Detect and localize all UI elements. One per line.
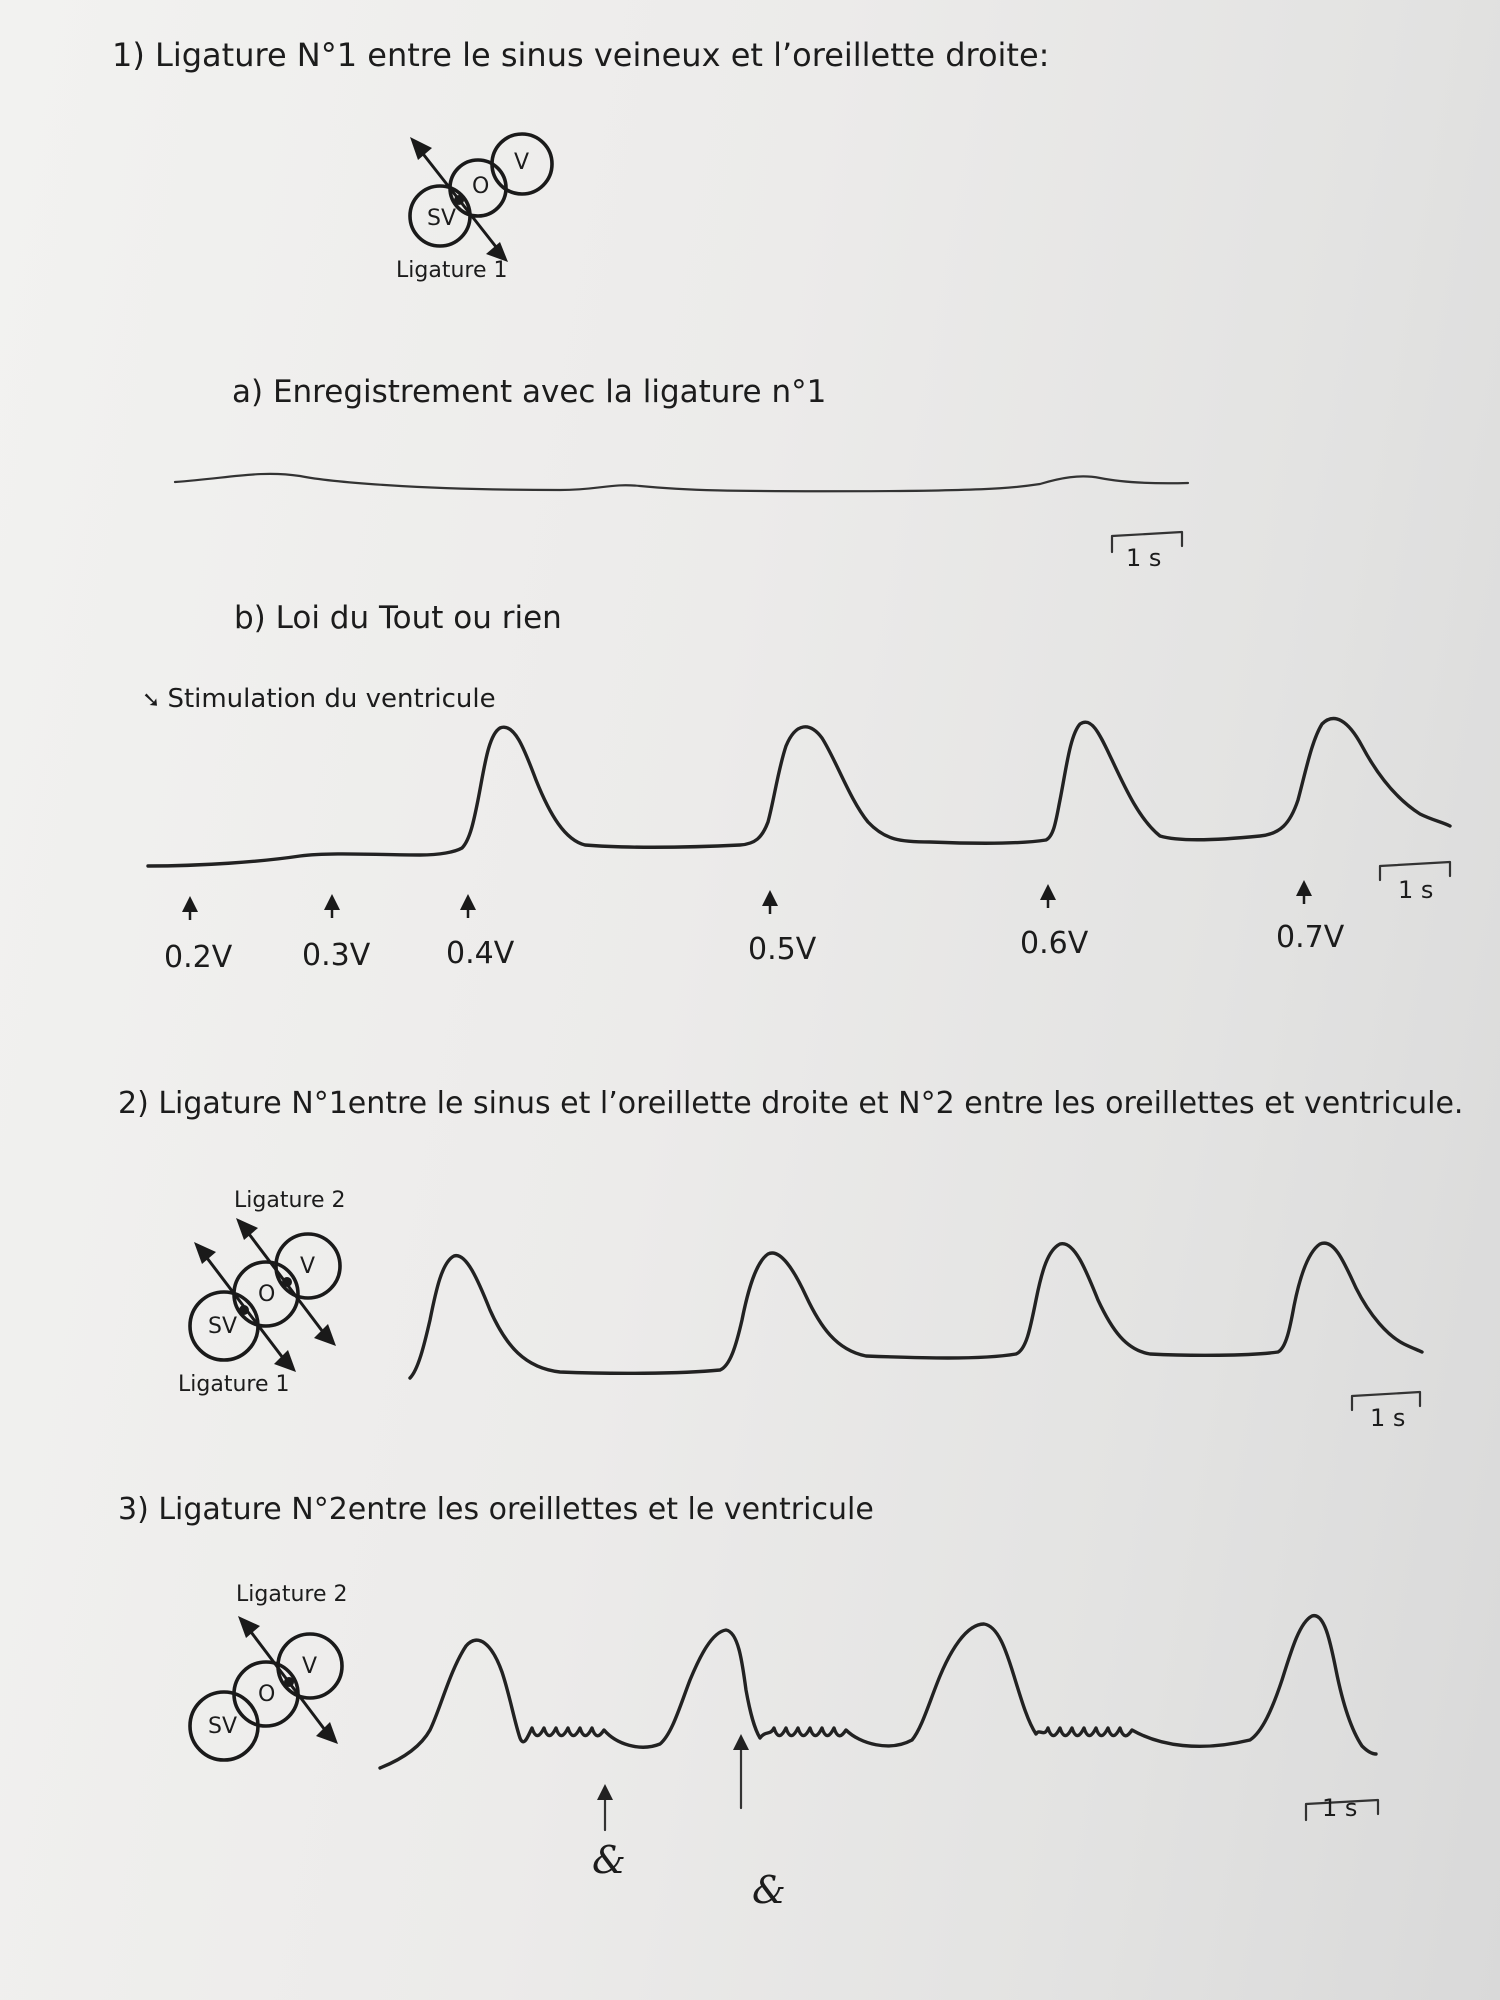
- stimulus-label-1: 0.2V: [164, 940, 233, 975]
- recording-a-scale: 1 s: [1126, 544, 1162, 572]
- diagram3-label-v: V: [302, 1654, 318, 1679]
- diagram2-label-sv: SV: [208, 1314, 238, 1339]
- stimulus-label-2: 0.3V: [302, 938, 371, 973]
- diagram1-label-v: V: [514, 150, 530, 175]
- diagram1-label-o: O: [472, 174, 490, 199]
- diagram1-caption: Ligature 1: [396, 258, 508, 283]
- stimulation-arrow-icon: ➘: [142, 688, 161, 713]
- handwritten-mark-1: &: [592, 1838, 626, 1882]
- section3-title: 3) Ligature N°2entre les oreillettes et le ventricule: [118, 1492, 874, 1527]
- recording-b-scale: 1 s: [1398, 876, 1434, 904]
- diagram2-label-bottom: Ligature 1: [178, 1372, 290, 1397]
- stimulation-legend: ➘ Stimulation du ventricule: [142, 684, 496, 714]
- stimulus-label-3: 0.4V: [446, 936, 515, 971]
- stimulus-label-6: 0.7V: [1276, 920, 1345, 955]
- recording-3-scale: 1 s: [1322, 1794, 1358, 1822]
- diagram2-label-top: Ligature 2: [234, 1188, 346, 1213]
- diagram3-label-o: O: [258, 1682, 276, 1707]
- handwritten-mark-2: &: [752, 1868, 786, 1912]
- part-a-title: a) Enregistrement avec la ligature n°1: [232, 374, 827, 410]
- stimulus-label-4: 0.5V: [748, 932, 817, 967]
- recording-2-scale: 1 s: [1370, 1404, 1406, 1432]
- part-b-title: b) Loi du Tout ou rien: [234, 600, 562, 636]
- section2-title: 2) Ligature N°1entre le sinus et l’oreillette droite et N°2 entre les oreillettes et ventricule.: [118, 1086, 1464, 1121]
- diagram3-label-sv: SV: [208, 1714, 238, 1739]
- diagram2-label-v: V: [300, 1254, 316, 1279]
- stimulus-label-5: 0.6V: [1020, 926, 1089, 961]
- section1-title: 1) Ligature N°1 entre le sinus veineux et l’oreillette droite:: [112, 36, 1050, 74]
- diagram3-label-top: Ligature 2: [236, 1582, 348, 1607]
- diagram1-label-sv: SV: [427, 206, 457, 231]
- diagram2-label-o: O: [258, 1282, 276, 1307]
